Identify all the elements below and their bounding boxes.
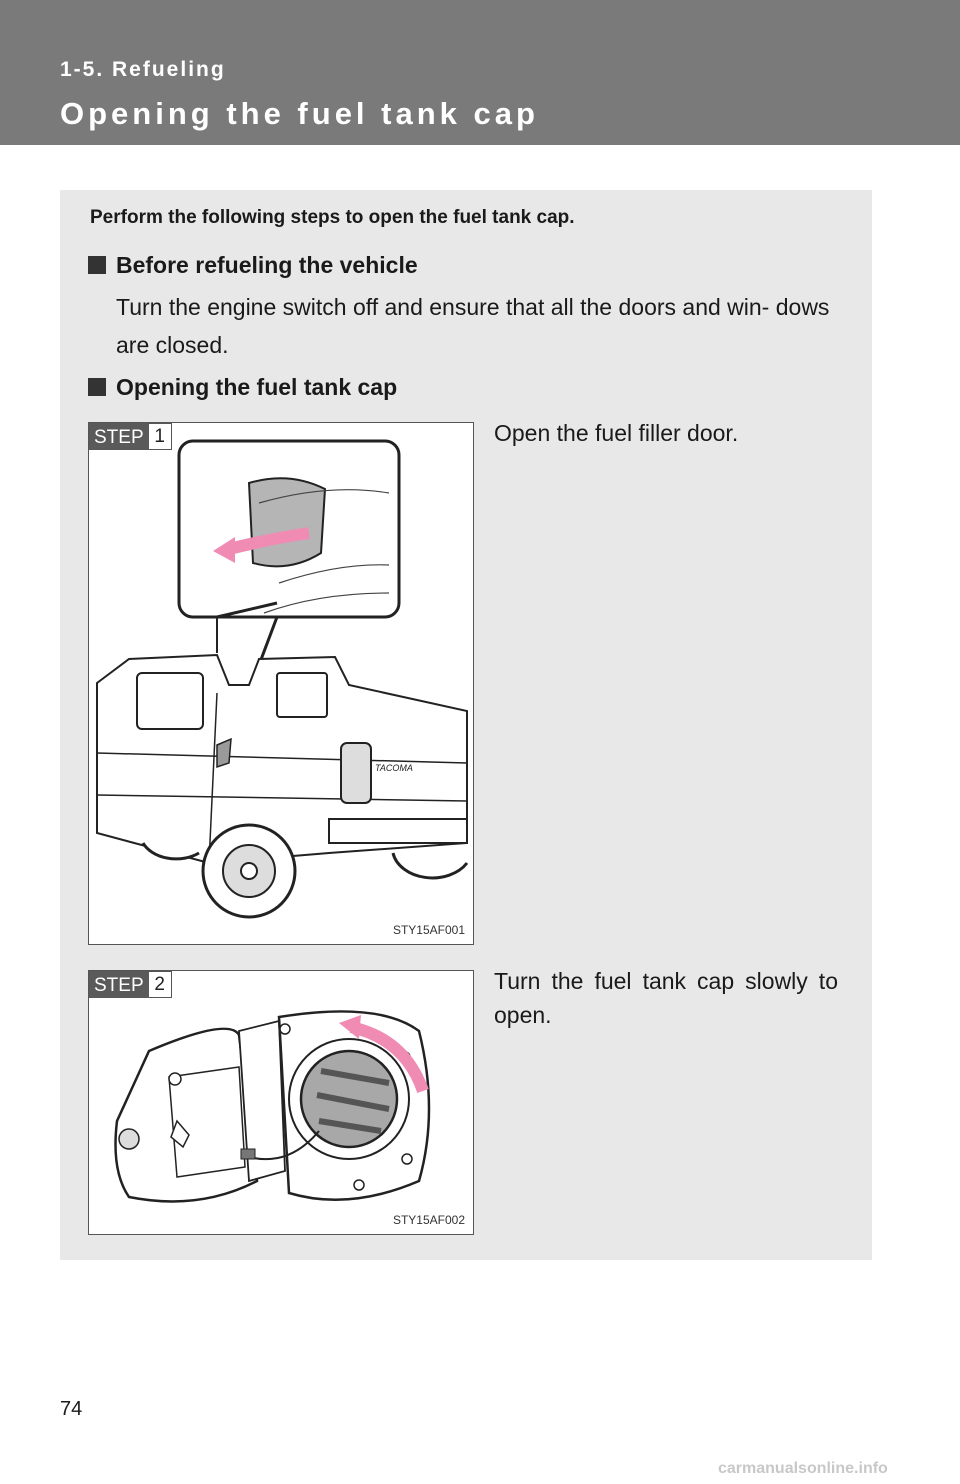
- square-bullet-icon: [88, 378, 106, 396]
- step2-badge: [89, 971, 172, 998]
- step1-text: Open the fuel filler door.: [494, 420, 739, 446]
- step1-figure-code: STY15AF001: [392, 923, 465, 937]
- page-number: 74: [60, 1398, 83, 1420]
- step1-badge-word: STEP: [89, 423, 149, 450]
- step2-badge-word: STEP: [89, 971, 149, 998]
- step2-badge-number: 2: [149, 971, 172, 998]
- fuel-cap-illustration: [89, 971, 473, 1234]
- page-title: Opening the fuel tank cap: [60, 96, 539, 131]
- truck-illustration: [89, 423, 473, 944]
- watermark-text[interactable]: carmanualsonline.info: [718, 1460, 888, 1477]
- step2-figure: [88, 970, 474, 1235]
- square-bullet-icon: [88, 256, 106, 274]
- truck-badge: TACOMA: [375, 763, 413, 773]
- intro-text: Perform the following steps to open the fuel tank cap.: [90, 207, 575, 228]
- step1-badge-number: 1: [149, 423, 172, 450]
- heading-opening-cap: [88, 374, 397, 401]
- step2-figure-code: STY15AF002: [392, 1213, 465, 1227]
- before-refueling-text: Turn the engine switch off and ensure that all the doors and win- dows are closed.: [116, 294, 830, 358]
- heading-opening-label: Opening the fuel tank cap: [116, 374, 398, 400]
- heading-before-label: Before refueling the vehicle: [116, 252, 418, 278]
- heading-before-refueling: [88, 252, 418, 279]
- section-label: 1-5. Refueling: [60, 58, 226, 81]
- step1-figure: [88, 422, 474, 945]
- step1-badge: [89, 423, 172, 450]
- step2-text: Turn the fuel tank cap slowly to open.: [494, 968, 838, 1028]
